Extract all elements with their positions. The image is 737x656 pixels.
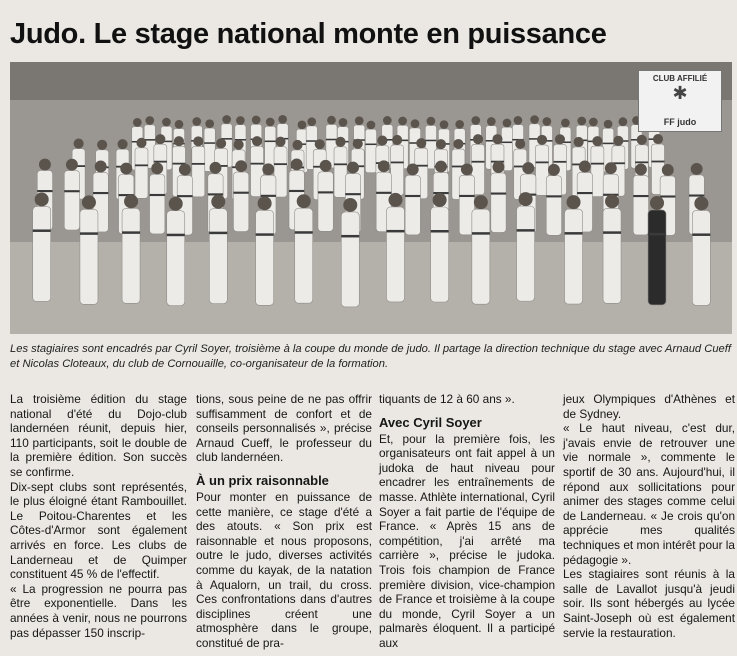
judoka-figure [386, 193, 404, 302]
judoka-figure [648, 196, 666, 305]
subhead-prix: À un prix raisonnable [196, 472, 329, 488]
banner-club-label: CLUB AFFILIÉ [652, 74, 708, 83]
banner-ff-label: FF judo [663, 117, 697, 127]
col2-body: Pour monter en puissance de cette manière, ce stage d'été a des atouts. « Son prix est raisonnable et nous proposons, outre le judo, diverses activités comme du kayak, de la natation à Aqualorn, un trail, du cross. Ces confrontations dans d'autres disciplines créent une atmosphère dans le groupe, constitué de pra- [196, 489, 372, 650]
col4-paragraph-1: jeux Olympiques d'Athènes et de Sydney. [563, 392, 735, 421]
col3-body: Et, pour la première fois, les organisateurs ont fait appel à un judoka de haut niveau pour encadrer les entraînements de masse. Athlète international, Cyril Soyer a fait partie de l'équipe de France. « Après 15 ans de compétition, j'ai arrêté ma carrière », précise le judoka. Trois fois champion de France première division, vice-champion de France et troisième à la coupe du monde, Cyril Soyer a un palmarès éloquent. Il a participé aux [379, 431, 555, 650]
col4-paragraph-3: Les stagiaires sont réunis à la salle de Lavallot jusqu'à jeudi soir. Ils sont hébergés au lycée Saint-Joseph où est également servie la restauration. [563, 567, 735, 640]
judoka-figure [517, 192, 535, 301]
column-3 [379, 392, 555, 651]
judoka-figure [33, 192, 51, 301]
judoka-figure [341, 198, 359, 307]
adjacent-article-bleed [590, 10, 737, 54]
subhead-soyer: Avec Cyril Soyer [379, 414, 482, 430]
col2-intro: tions, sous peine de ne pas offrir suffisamment de confort et de conseils personnalisés », précise Arnaud Cueff, le professeur du club landernéen. [196, 392, 372, 465]
col4-paragraph-2: « Le haut niveau, c'est dur, j'avais envie de retrouver une vie normale », commente le sportif de 30 ans. Aujourd'hui, il répond aux sollicitations pour animer des stages comme celui de Landerneau. « Je crois qu'on apprécie mes qualités techniques et mon intérêt pour la pédagogie ». [563, 421, 735, 567]
judoka-figure [256, 196, 274, 305]
col1-paragraph-1: La troisième édition du stage national d'été du Dojo-club landernéen réunit, depuis hier, 110 participants, soit le double de la première édition. Son succès se confirme. [10, 392, 187, 479]
group-photo [10, 62, 732, 334]
judoka-figure [295, 194, 313, 303]
club-banner [638, 70, 722, 132]
article-headline: Judo. Le stage national monte en puissance [10, 18, 607, 50]
judoka-figure [565, 195, 583, 304]
col3-intro: tiquants de 12 à 60 ans ». [379, 392, 515, 406]
column-4 [563, 392, 735, 640]
tatami-floor [10, 242, 732, 334]
judoka-figure [167, 197, 185, 306]
judoka-figure [122, 194, 140, 303]
judoka-figure [209, 195, 227, 304]
judoka-figure [472, 195, 490, 304]
col1-paragraph-2: Dix-sept clubs sont représentés, le plus éloigné étant Rambouillet. Le Poitou-Charentes et les Côtes-d'Armor sont également arrivés en force. Les clubs de Landerneau et de Quimper constituent 45 % de l'effectif. [10, 479, 187, 582]
column-1 [10, 392, 187, 640]
photo-caption: Les stagiaires sont encadrés par Cyril Soyer, troisième à la coupe du monde de judo. Il partage la direction technique du stage avec Arnaud Cueff et Nicolas Cloteaux, du club de Cornouaille, co-organisateur de la formation. [10, 343, 731, 370]
ffjudo-logo-icon: ✱ [672, 83, 688, 103]
judoka-figure [692, 196, 710, 305]
gym-upper-wall [10, 62, 732, 100]
column-2 [196, 392, 372, 651]
judoka-figure [80, 195, 98, 304]
judoka-figure [603, 194, 621, 303]
judoka-figure [431, 193, 449, 302]
col1-paragraph-3: « La progression ne pourra pas être exponentielle. Dans les années à venir, nous ne pourrons pas dépasser 150 inscrip- [10, 581, 187, 640]
